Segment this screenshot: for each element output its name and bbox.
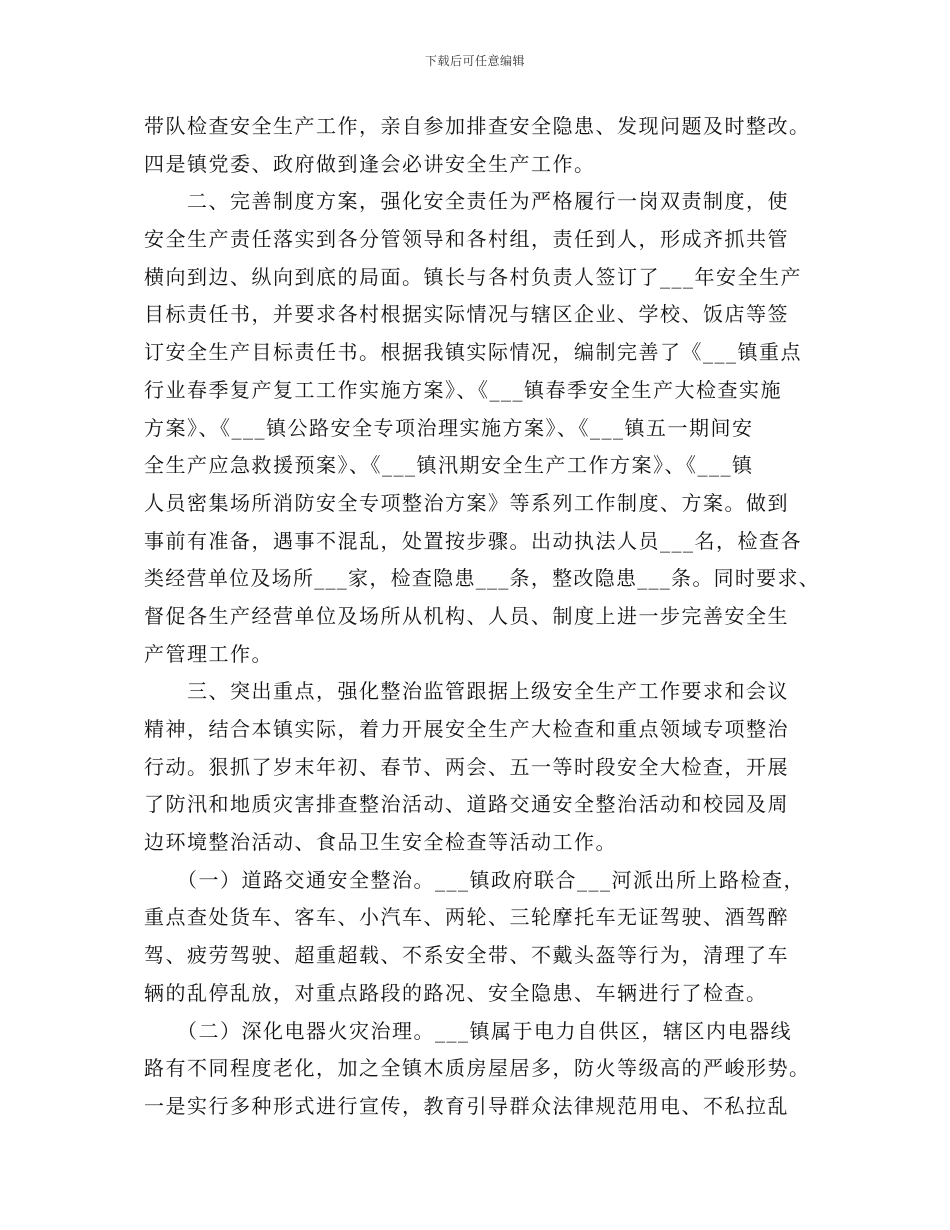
text-line: 三、突出重点，强化整治监管跟据上级安全生产工作要求和会议 — [144, 679, 789, 704]
text-line: 四是镇党委、政府做到逢会必讲安全生产工作。 — [144, 151, 596, 176]
text-line: 督促各生产经营单位及场所从机构、人员、制度上进一步完善安全生 — [144, 603, 789, 628]
text-line: 边环境整治活动、食品卫生安全检查等活动工作。 — [144, 830, 617, 855]
text-line: 一是实行多种形式进行宣传，教育引导群众法律规范用电、不私拉乱 — [144, 1093, 789, 1118]
text-line: 安全生产责任落实到各分管领导和各村组，责任到人，形成齐抓共管 — [144, 227, 789, 252]
text-line: 驾、疲劳驾驶、超重超载、不系安全带、不戴头盔等行为，清理了车 — [144, 943, 789, 968]
document-body — [144, 108, 820, 1126]
text-line: 了防汛和地质灾害排查整治活动、道路交通安全整治活动和校园及周 — [144, 792, 789, 817]
text-line: 订安全生产目标责任书。根据我镇实际情况，编制完善了《___镇重点 — [144, 340, 802, 365]
text-line: 目标责任书，并要求各村根据实际情况与辖区企业、学校、饭店等签 — [144, 302, 789, 327]
text-line: 带队检查安全生产工作，亲自参加排查安全隐患、发现问题及时整改。 — [144, 114, 811, 138]
text-line: 横向到边、纵向到底的局面。镇长与各村负责人签订了___年安全生产 — [144, 264, 802, 289]
text-line: 事前有准备，遇事不混乱，处置按步骤。出动执法人员___名，检查各 — [144, 528, 802, 553]
text-line: 全生产应急救援预案》、《___镇汛期安全生产工作方案》、《___镇 — [144, 453, 754, 478]
text-line: 精神，结合本镇实际，着力开展安全生产大检查和重点领域专项整治 — [144, 717, 789, 741]
text-line: 行业春季复产复工工作实施方案》、《___镇春季安全生产大检查实施 — [144, 377, 782, 402]
text-line: 行动。狠抓了岁末年初、春节、两会、五一等时段安全大检查，开展 — [144, 754, 789, 779]
text-line: 类经营单位及场所___家，检查隐患___条，整改隐患___条。同时要求、 — [144, 566, 820, 591]
text-line: 人员密集场所消防安全专项整治方案》等系列工作制度、方案。做到 — [144, 490, 789, 515]
text-line: 二、完善制度方案，强化安全责任为严格履行一岗双责制度，使 — [144, 189, 789, 214]
page-header: 下载后可任意编辑 — [424, 54, 525, 68]
text-line: （二）深化电器火灾治理。___镇属于电力自供区，辖区内电器线 — [144, 1018, 792, 1043]
text-line: 路有不同程度老化，加之全镇木质房屋居多，防火等级高的严峻形势。 — [144, 1056, 811, 1081]
text-line: 产管理工作。 — [144, 641, 273, 666]
text-line: 方案》、《___镇公路安全专项治理实施方案》、《___镇五一期间安 — [144, 415, 754, 440]
text-line: 重点查处货车、客车、小汽车、两轮、三轮摩托车无证驾驶、酒驾醉 — [144, 905, 789, 930]
text-line: 辆的乱停乱放，对重点路段的路况、安全隐患、车辆进行了检查。 — [144, 980, 768, 1005]
text-line: （一）道路交通安全整治。___镇政府联合___河派出所上路检查， — [144, 867, 805, 892]
